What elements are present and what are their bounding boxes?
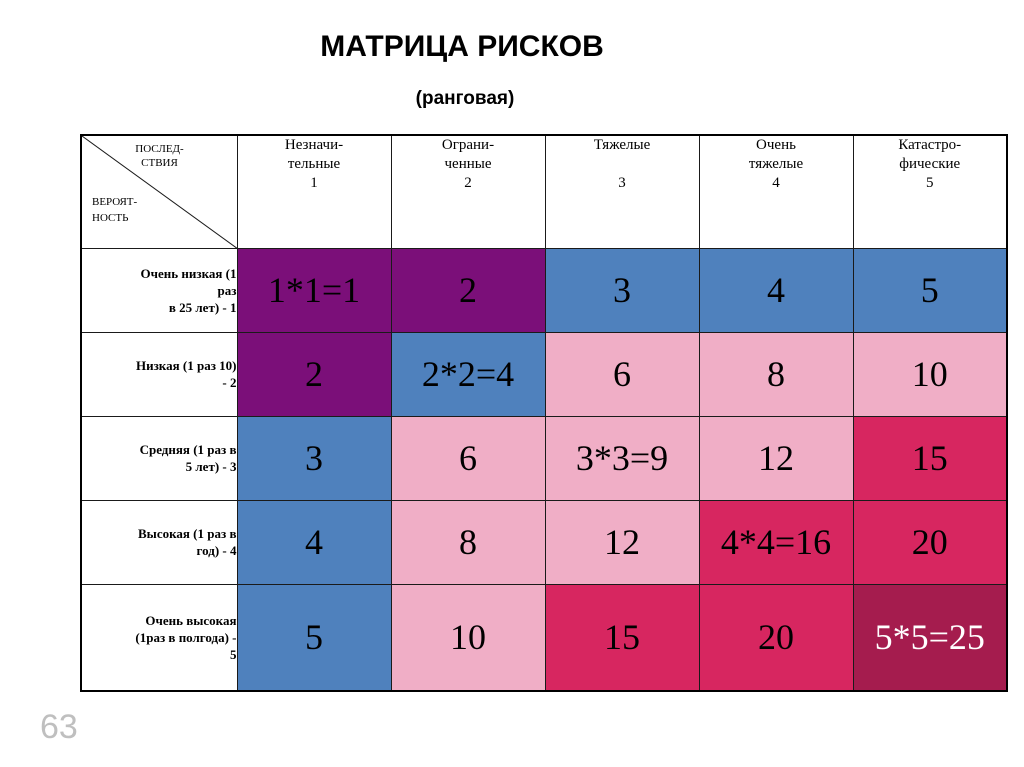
consequences-label: ПОСЛЕД- СТВИЯ [135,143,184,169]
matrix-cell: 12 [699,416,853,500]
page-number: 63 [40,708,78,746]
matrix-cell: 1*1=1 [237,248,391,332]
matrix-cell: 15 [545,584,699,691]
matrix-cell: 6 [391,416,545,500]
row-header-5: Очень высокая (1раз в полгода) - 5 [81,584,237,691]
matrix-cell: 8 [391,500,545,584]
matrix-cell: 5*5=25 [853,584,1007,691]
matrix-cell: 20 [853,500,1007,584]
risk-matrix-table [80,134,1008,692]
matrix-cell: 5 [853,248,1007,332]
header-row [81,135,1007,248]
column-header-3: Тяжелые 3 [545,135,699,248]
table-row [81,416,1007,500]
matrix-cell: 5 [237,584,391,691]
matrix-cell: 2 [237,332,391,416]
matrix-cell: 15 [853,416,1007,500]
page-title: МАТРИЦА РИСКОВ [320,30,604,63]
matrix-cell: 3 [237,416,391,500]
table-row [81,584,1007,691]
matrix-cell: 3*3=9 [545,416,699,500]
matrix-cell: 3 [545,248,699,332]
row-header-4: Высокая (1 раз в год) - 4 [81,500,237,584]
matrix-cell: 12 [545,500,699,584]
table-row [81,500,1007,584]
column-header-1: Незначи- тельные 1 [237,135,391,248]
column-header-2: Ограни- ченные 2 [391,135,545,248]
table-row [81,248,1007,332]
matrix-cell: 4 [237,500,391,584]
matrix-cell: 10 [853,332,1007,416]
matrix-cell: 2*2=4 [391,332,545,416]
matrix-cell: 20 [699,584,853,691]
matrix-cell: 4 [699,248,853,332]
row-header-3: Средняя (1 раз в 5 лет) - 3 [81,416,237,500]
row-header-2: Низкая (1 раз 10) - 2 [81,332,237,416]
page-subtitle: (ранговая) [415,88,515,109]
corner-header-cell [81,135,237,248]
table-row [81,332,1007,416]
matrix-cell: 2 [391,248,545,332]
matrix-cell: 6 [545,332,699,416]
matrix-cell: 8 [699,332,853,416]
column-header-5: Катастро- фические 5 [853,135,1007,248]
column-header-4: Очень тяжелые 4 [699,135,853,248]
matrix-cell: 10 [391,584,545,691]
matrix-cell: 4*4=16 [699,500,853,584]
row-header-1: Очень низкая (1 раз в 25 лет) - 1 [81,248,237,332]
probability-label: ВЕРОЯТ- НОСТЬ [92,196,138,224]
